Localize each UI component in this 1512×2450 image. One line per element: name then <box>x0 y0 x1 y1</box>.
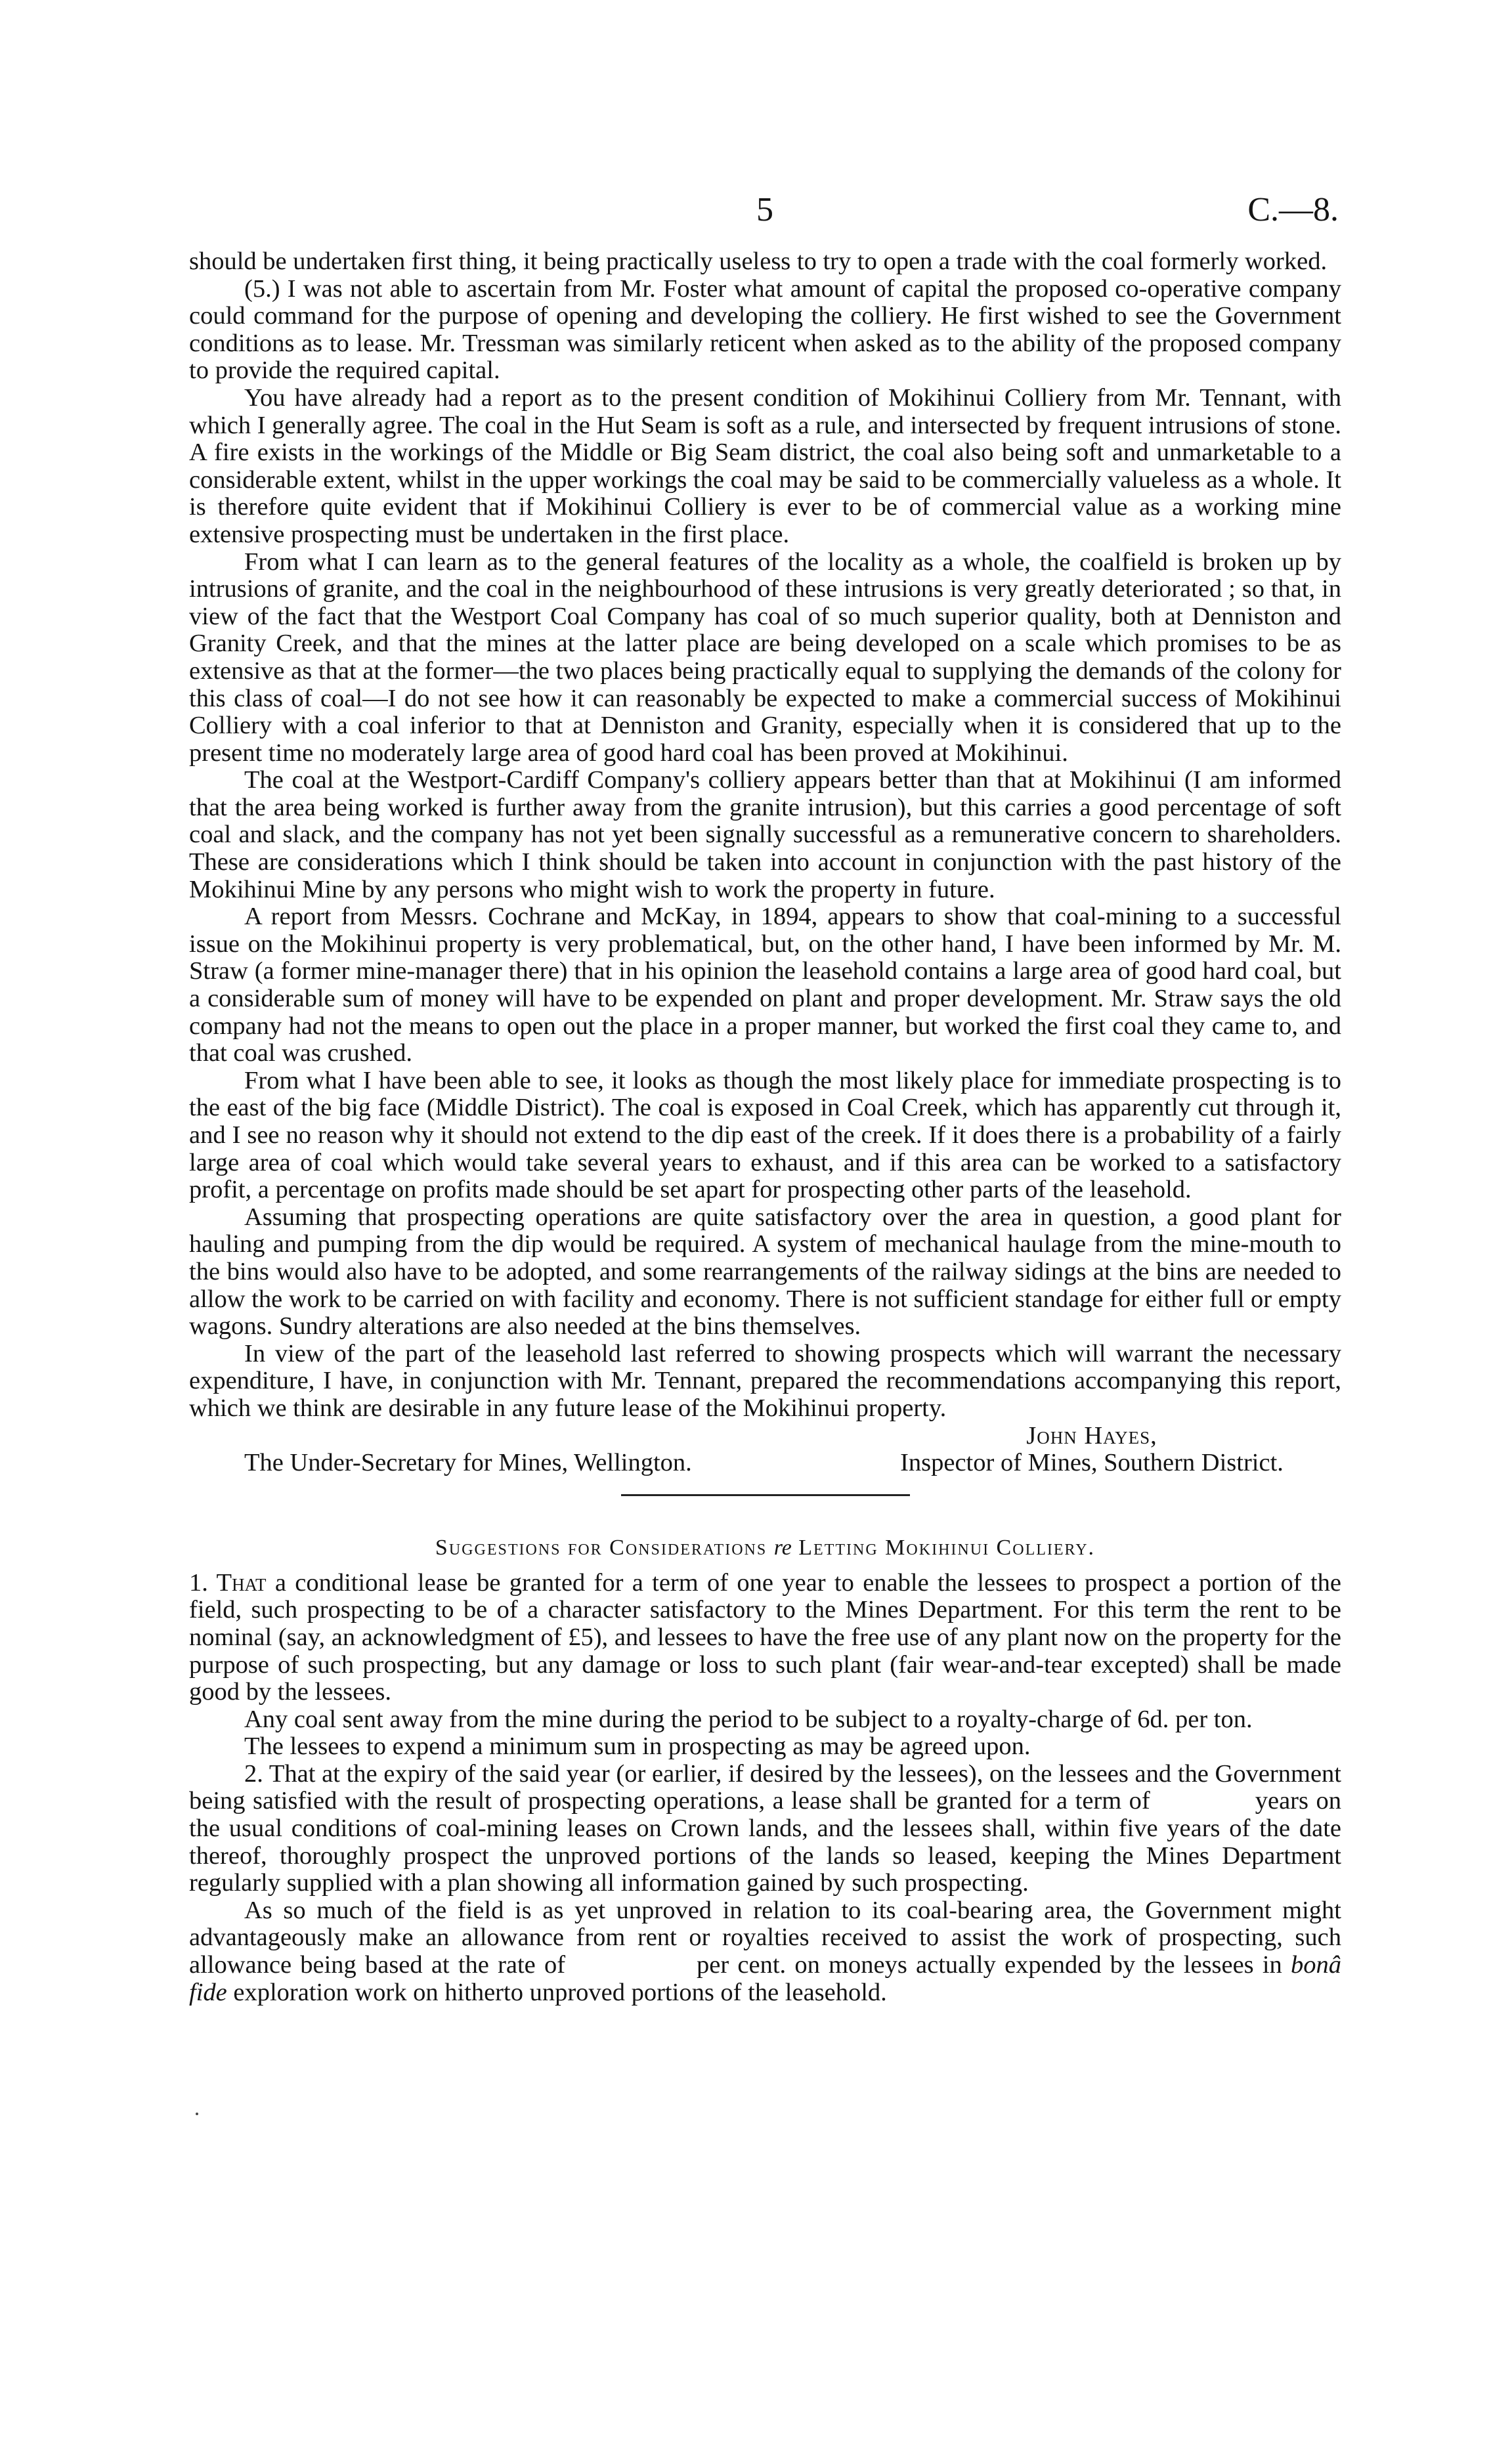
signature-block <box>189 1423 1341 1477</box>
suggestion-1-lead: 1. That <box>189 1568 267 1597</box>
bona-fide-italic: bonâ fide <box>189 1951 1342 2006</box>
paragraph-coalfield-features: From what I can learn as to the general features of the locality as a whole, the coalfield is broken up by intrusions of granite, and the coal in the neighbourhood of these intrusions is very greatly deteriorated ; so that, in view of the fact that the Westport Coal Company has coal of so much superior quality, both at Denniston and Granity Creek, and that the mines at the latter place are being developed on a scale which promises to be as extensive as that at the former—the two places being practically equal to supplying the demands of the colony for this class of coal—I do not see how it can reasonably be expected to make a commercial success of Mokihinui Colliery with a coal inferior to that at Denniston and Granity, especially when it is considered that up to the present time no moderately large area of good hard coal has been proved at Mokihinui. <box>189 548 1341 767</box>
suggestion-1-coal-royalty: Any coal sent away from the mine during the period to be subject to a royalty-charge of 6d. per ton. <box>244 1705 1253 1733</box>
document-code: C.—8. <box>1247 191 1339 228</box>
paragraph-prospecting-location: From what I have been able to see, it looks as though the most likely place for immediate prospecting is to the east of the big face (Middle District). The coal is exposed in Coal Creek, which has apparently cut through it, and I see no reason why it should not extend to the dip east of the creek. If it does there is a probability of a fairly large area of coal which would take several years to exhaust, and if this area can be worked to a satisfactory profit, a percentage on profits made should be set apart for prospecting other parts of the leasehold. <box>189 1066 1341 1204</box>
suggestion-3: As so much of the field is as yet unproved in relation to its coal-bearing area, the Government might advantageously make an allowance from rent or royalties received to assist the work of prospecting, such allowance being based at the rate of per cent. on moneys actually expended by the lessees in bonâ fide exploration work on hitherto unproved portions of the leasehold. <box>189 1896 1342 2006</box>
stray-mark <box>196 2113 198 2115</box>
paragraph-plant-requirements: Assuming that prospecting operations are quite satisfactory over the area in question, a good plant for hauling and pumping from the dip would be required. A system of mechanical haulage from the mine-mouth to the bins would also have to be adopted, and some rearrangements of the railway sidings at the bins are needed to allow the work to be carried on with facility and economy. There is not sufficient standage for either full or empty wagons. Sundry alterations are also needed at the bins themselves. <box>189 1203 1341 1341</box>
paragraph-continued: should be undertaken first thing, it being practically useless to try to open a trade with the coal formerly worked. <box>189 247 1328 275</box>
page-number: 5 <box>756 191 773 228</box>
paragraph-westport-cardiff: The coal at the Westport-Cardiff Company's colliery appears better than that at Mokihinui (I am informed that the area being worked is further away from the granite intrusion), but this carries a good percentage of soft coal and slack, and the company has not yet been signally successful as a remunerative concern to shareholders. These are considerations which I think should be taken into account in conjunction with the past history of the Mokihinui Mine by any persons who might wish to work the property in future. <box>189 766 1341 903</box>
section-divider <box>621 1494 910 1496</box>
suggestion-1: 1. That a conditional lease be granted for a term of one year to enable the lessees to prospect a portion of the field, such prospecting to be of a character satisfactory to the Mines Department. For this term the rent to be nominal (say, an acknowledgment of £5), and lessees to have the free use of any plant now on the property for the purpose of such prospecting, but any damage or loss to such plant (fair wear-and-tear excepted) shall be made good by the lessees. <box>189 1568 1341 1706</box>
addressee: The Under-Secretary for Mines, Wellington. <box>244 1449 692 1477</box>
suggestion-2: 2. That at the expiry of the said year (or earlier, if desired by the lessees), on the lessees and the Government being satisfied with the result of prospecting operations, a lease shall be granted for a term of years on the usual conditions of coal-mining leases on Crown lands, and the lessees shall, within five years of the date thereof, thoroughly prospect the unproved portions of the lands so leased, keeping the Mines Department regularly supplied with a plan showing all information gained by such prospecting. <box>189 1759 1341 1897</box>
signatory-title: Inspector of Mines, Southern District. <box>900 1449 1284 1477</box>
suggestions-heading: Suggestions for Considerations re Letting Mokihinui Colliery. <box>435 1535 1096 1560</box>
paragraph-recommendations: In view of the part of the leasehold last referred to showing prospects which will warrant the necessary expenditure, I have, in conjunction with Mr. Tennant, prepared the recommendations accompanying this report, which we think are desirable in any future lease of the Mokihinui property. <box>189 1339 1341 1422</box>
paragraph-capital: (5.) I was not able to ascertain from Mr. Foster what amount of capital the proposed co-operative company could command for the purpose of opening and developing the colliery. He first wished to see the Government conditions as to lease. Mr. Tressman was similarly reticent when asked as to the ability of the proposed company to provide the required capital. <box>189 274 1341 385</box>
signatory-name: John Hayes, <box>1026 1421 1157 1450</box>
paragraph-colliery-condition: You have already had a report as to the present condition of Mokihinui Colliery from Mr. Tennant, with which I generally agree. The coal in the Hut Seam is soft as a rule, and intersected by frequent intrusions of stone. A fire exists in the workings of the Middle or Big Seam district, the coal also being soft and unmarketable to a considerable extent, whilst in the upper workings the coal may be said to be commercially valueless as a whole. It is therefore quite evident that if Mokihinui Colliery is ever to be of commercial value as a working mine extensive prospecting must be undertaken in the first place. <box>189 383 1341 548</box>
page-header <box>0 190 1512 230</box>
suggestion-1-minimum-expenditure: The lessees to expend a minimum sum in prospecting as may be agreed upon. <box>244 1732 1031 1761</box>
report-body <box>189 248 1341 2006</box>
paragraph-cochrane-mckay-report: A report from Messrs. Cochrane and McKay, in 1894, appears to show that coal-mining to a successful issue on the Mokihinui property is very problematical, but, on the other hand, I have been informed by Mr. M. Straw (a former mine-manager there) that in his opinion the leasehold contains a large area of good hard coal, but a considerable sum of money will have to be expended on plant and proper development. Mr. Straw says the old company had not the means to open out the place in a proper manner, but worked the first coal they came to, and that coal was crushed. <box>189 903 1341 1067</box>
